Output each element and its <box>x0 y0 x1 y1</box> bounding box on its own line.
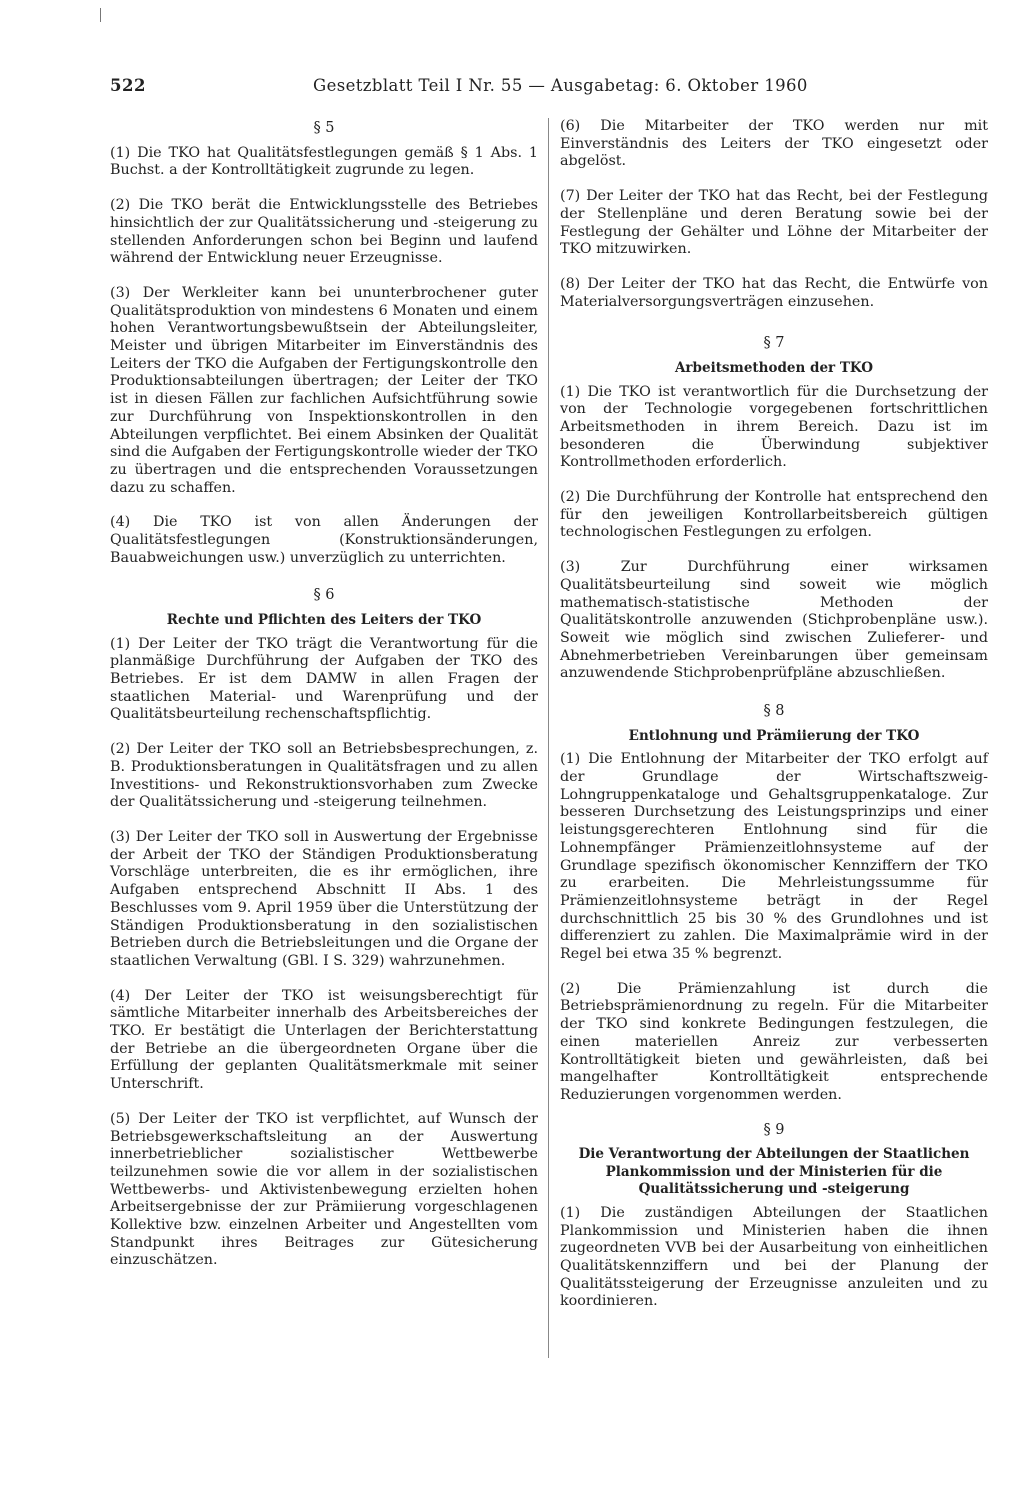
page-number: 522 <box>110 76 146 95</box>
section-8-heading: § 8 <box>763 703 785 720</box>
s6-paragraph-5: (5) Der Leiter der TKO ist verpflichtet, auf Wunsch der Betriebsgewerkschaftsleitung an der Auswertung innerbetrieblicher sozialistischer Wettbewerbe teilzunehmen sowie die vor allem in der sozialistischen Wettbewerbs- und Aktivistenbewegung erzielten hohen Arbeitsergebnisse der zur Prämiierung vorgeschlagenen Kollektive bzw. einzelnen Arbeiter und Angestellten vom Standpunkt ihres Beitrages zur Gütesicherung einzuschätzen. <box>110 1110 538 1269</box>
s9-paragraph-1: (1) Die zuständigen Abteilungen der Staatlichen Plankommission und Ministerien haben die ihnen zugeordneten VVB bei der Ausarbeitung von einheitlichen Qualitätskennziffern und bei der Planung der Qualitätssteigerung der Erzeugnisse anzuleiten und zu koordinieren. <box>560 1204 988 1310</box>
section-7-title: Arbeitsmethoden der TKO <box>674 360 874 377</box>
s5-paragraph-3: (3) Der Werkleiter kann bei ununterbrochener guter Qualitätsproduktion von mindestens 6 Monaten und einem hohen Verantwortungsbewußtsein der Abteilungsleiter, Meister und übrigen Mitarbeiter im Einverständnis des Leiters der TKO die Aufgaben der Fertigungskontrolle den Produktionsabteilungen übertragen; der Leiter der TKO ist in diesen Fällen zur fachlichen Aufsichtführung sowie zur Durchführung von Inspektionskontrollen in den Abteilungen verpflichtet. Bei einem Absinken der Qualität sind die Aufgaben der Fertigungskontrolle wieder der TKO zu übertragen und die entsprechenden Voraussetzungen dazu zu schaffen. <box>110 284 538 496</box>
column-divider <box>548 118 549 1358</box>
s6-paragraph-3: (3) Der Leiter der TKO soll in Auswertung der Ergebnisse der Arbeit der TKO der Ständigen Produktionsberatung Vorschläge unterbreiten, die es ihr ermöglichen, ihre Aufgaben entsprechend Abschnitt II Abs. 1 des Beschlusses vom 9. April 1959 über die Unterstützung der Ständigen Produktionsberatung in den sozialistischen Betrieben durch die Betriebsleitungen und die Organe der staatlichen Verwaltung (GBl. I S. 329) wahrzunehmen. <box>110 829 538 969</box>
section-9-heading: § 9 <box>763 1121 785 1138</box>
right-column <box>560 118 988 1328</box>
s6-paragraph-4: (4) Der Leiter der TKO ist weisungsberechtigt für sämtliche Mitarbeiter innerhalb des Arbeitsbereiches der TKO. Er bestätigt die Unterlagen der Berichterstattung der Betriebe an die übergeordneten Organe über die Erfüllung der geplanten Qualitätsmerkmale mit seiner Unterschrift. <box>110 987 538 1093</box>
s6-paragraph-6: (6) Die Mitarbeiter der TKO werden nur mit Einverständnis des Leiters der TKO eingesetzt oder abgelöst. <box>560 118 988 170</box>
margin-mark <box>100 8 101 22</box>
page-header <box>110 76 808 98</box>
section-6-heading: § 6 <box>313 587 335 604</box>
left-column <box>110 118 538 1287</box>
s8-paragraph-2: (2) Die Prämienzahlung ist durch die Betriebsprämienordnung zu regeln. Für die Mitarbeiter der TKO sind konkrete Bedingungen festzulegen, die einen materiellen Anreiz zur verbesserten Kontrolltätigkeit bieten und gewährleisten, daß bei mangelhafter Kontrolltätigkeit entsprechende Reduzierungen vorgenommen werden. <box>560 980 988 1103</box>
section-6-title: Rechte und Pflichten des Leiters der TKO <box>166 612 482 629</box>
s5-paragraph-4: (4) Die TKO ist von allen Änderungen der Qualitätsfestlegungen (Konstruktionsänderungen, Bauabweichungen usw.) unverzüglich zu unterrichten. <box>110 514 538 566</box>
section-7-heading: § 7 <box>763 335 785 352</box>
section-5-heading: § 5 <box>313 120 335 136</box>
s8-paragraph-1: (1) Die Entlohnung der Mitarbeiter der TKO erfolgt auf der Grundlage der Wirtschaftszweig-Lohngruppenkataloge und Gehaltsgruppenkataloge. Zur besseren Durchsetzung des Leistungsprinzips und einer leistungsgerechteren Entlohnung sind für die Lohnempfänger Prämienzeitlohnsysteme auf der Grundlage spezifisch ökonomischer Kennziffern der TKO zu erarbeiten. Die Mehrleistungssumme für Prämienzeitlohnsysteme beträgt in der Regel durchschnittlich 25 bis 30 % des Grundlohnes und ist differenziert zu zahlen. Die Maximalprämie wird in der Regel bei etwa 35 % begrenzt. <box>560 751 988 963</box>
section-8-title: Entlohnung und Prämiierung der TKO <box>628 727 920 744</box>
s6-paragraph-2: (2) Der Leiter der TKO soll an Betriebsbesprechungen, z. B. Produktionsberatungen in Qualitätsfragen und zu allen Investitions- und Rekonstruktionsvorhaben zum Zwecke der Qualitätssicherung und -steigerung teilnehmen. <box>110 741 538 811</box>
section-9-title: Die Verantwortung der Abteilungen der Staatlichen Plankommission und der Ministerien für die Qualitätssicherung und -steigerung <box>578 1146 970 1198</box>
s7-paragraph-2: (2) Die Durchführung der Kontrolle hat entsprechend den für den jeweiligen Kontrollarbeitsbereich gültigen technologischen Festlegungen zu erfolgen. <box>560 489 988 541</box>
s7-paragraph-1: (1) Die TKO ist verantwortlich für die Durchsetzung der von der Technologie vorgegebenen fortschrittlichen Arbeitsmethoden in ihrem Bereich. Dazu ist im besonderen die Überwindung subjektiver Kontrollmethoden erforderlich. <box>560 383 988 471</box>
s5-paragraph-1: (1) Die TKO hat Qualitätsfestlegungen gemäß § 1 Abs. 1 Buchst. a der Kontrolltätigkeit zugrunde zu legen. <box>110 144 538 179</box>
s6-paragraph-7: (7) Der Leiter der TKO hat das Recht, bei der Festlegung der Stellenpläne und deren Beratung sowie bei der Festlegung der Gehälter und Löhne der Mitarbeiter der TKO mitzuwirken. <box>560 188 988 258</box>
s6-paragraph-8: (8) Der Leiter der TKO hat das Recht, die Entwürfe von Materialversorgungsverträgen einzusehen. <box>560 275 988 310</box>
s7-paragraph-3: (3) Zur Durchführung einer wirksamen Qualitätsbeurteilung sind soweit wie möglich mathematisch-statistische Methoden der Qualitätskontrolle anzuwenden (Stichprobenpläne usw.). Soweit wie möglich sind zwischen Zulieferer- und Abnehmerbetrieben Vereinbarungen über gemeinsam anzuwendende Stichprobenprüfpläne abzuschließen. <box>560 559 988 682</box>
header-title: Gesetzblatt Teil I Nr. 55 — Ausgabetag: 6. Oktober 1960 <box>313 76 808 95</box>
s5-paragraph-2: (2) Die TKO berät die Entwicklungsstelle des Betriebes hinsichtlich der zur Qualitätssicherung und -steigerung zu stellenden Anforderungen schon bei Beginn und laufend während der Entwicklung neuer Erzeugnisse. <box>110 197 538 267</box>
s6-paragraph-1: (1) Der Leiter der TKO trägt die Verantwortung für die planmäßige Durchführung der Aufgaben der TKO des Betriebes. Er ist dem DAMW in allen Fragen der staatlichen Material- und Warenprüfung und der Qualitätsbeurteilung rechenschaftspflichtig. <box>110 635 538 723</box>
